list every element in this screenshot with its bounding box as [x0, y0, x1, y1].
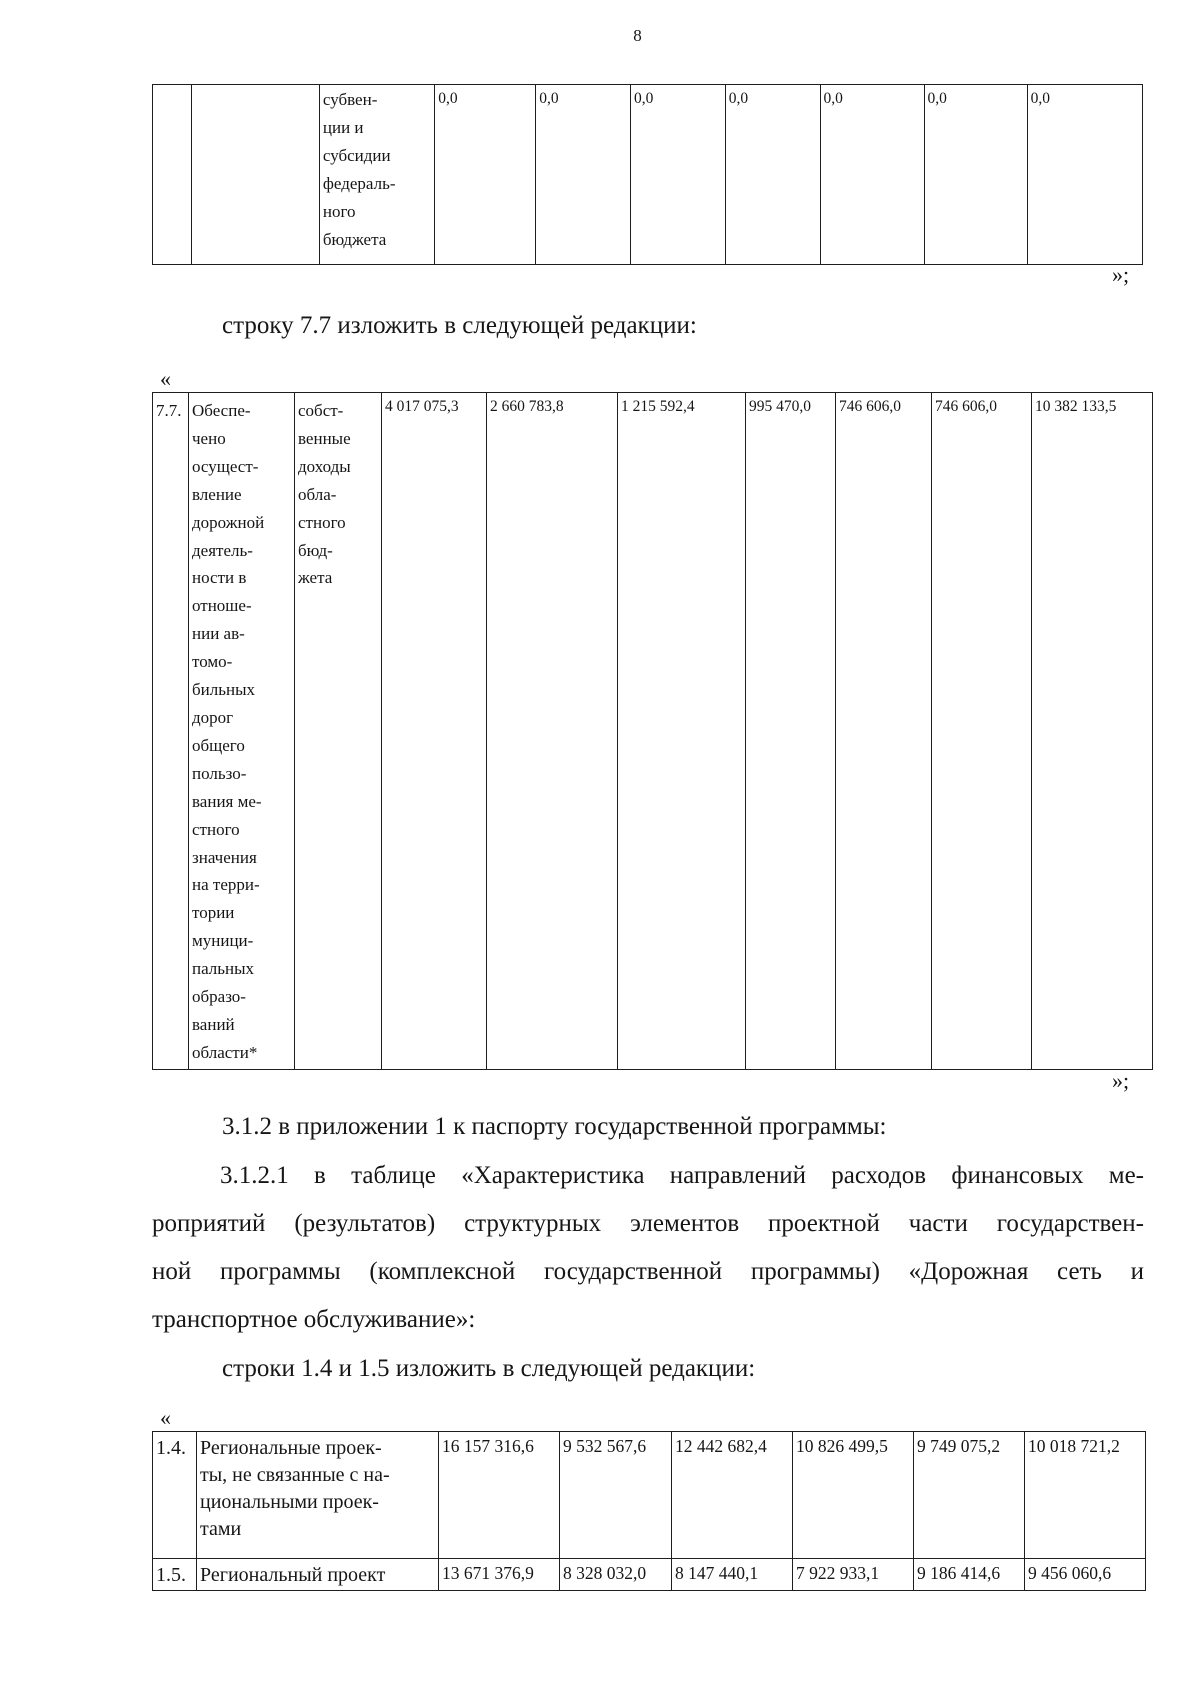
name-line: дорожной: [192, 512, 265, 532]
row-name-cell: [197, 1432, 439, 1559]
row-name-cell: [197, 1559, 439, 1591]
table-row: [153, 393, 1153, 1070]
table-row: [153, 1432, 1146, 1559]
value-cell: 7 922 933,1: [793, 1559, 914, 1591]
paragraph-line: 3.1.2.1 в таблице «Характеристика направлений расходов финансовых ме-: [220, 1162, 1144, 1189]
name-line: Обеспе-: [192, 401, 251, 420]
paragraph-3-1-2-1: [152, 1152, 1144, 1344]
paragraph-3-1-2: 3.1.2 в приложении 1 к паспорту государственной программы:: [222, 1113, 887, 1140]
value-cell: 12 442 682,4: [672, 1432, 793, 1559]
row-name-cell: [189, 393, 295, 1070]
paragraph-row-7-7: строку 7.7 изложить в следующей редакции:: [222, 312, 697, 339]
source-line: доходы: [298, 456, 351, 476]
value-cell: 746 606,0: [932, 393, 1032, 1070]
name-line: вания ме-: [192, 791, 262, 811]
name-line: стного: [192, 819, 240, 839]
value-cell: 746 606,0: [836, 393, 932, 1070]
paragraph-line: ной программы (комплексной государственной программы) «Дорожная сеть и: [152, 1258, 1144, 1285]
name-line: значения: [192, 847, 257, 867]
name-line: муници-: [192, 931, 254, 951]
opening-quote: «: [160, 366, 171, 391]
name-line: отноше-: [192, 596, 252, 616]
value-cell: 16 157 316,6: [439, 1432, 560, 1559]
name-line: на терри-: [192, 875, 260, 895]
value-cell: 10 382 133,5: [1032, 393, 1153, 1070]
value-cell: 9 749 075,2: [914, 1432, 1025, 1559]
value-cell: 0,0: [1027, 85, 1142, 265]
closing-quote: »;: [1112, 1068, 1130, 1093]
name-line: нии ав-: [192, 624, 245, 644]
name-line: тами: [200, 1518, 242, 1540]
name-line: пользо-: [192, 763, 247, 783]
source-line: федераль-: [322, 174, 396, 193]
source-line: собст-: [298, 401, 344, 420]
name-line: ваний: [192, 1014, 235, 1034]
table-row: [153, 1559, 1146, 1591]
name-line: Региональный проект: [200, 1564, 386, 1586]
value-cell: 1 215 592,4: [618, 393, 746, 1070]
source-line: субвен-: [322, 90, 378, 109]
value-cell: 9 532 567,6: [560, 1432, 672, 1559]
value-cell: 2 660 783,8: [487, 393, 618, 1070]
page-number: 8: [633, 26, 642, 45]
paragraph-rows-1-4-1-5: строки 1.4 и 1.5 изложить в следующей редакции:: [222, 1355, 756, 1382]
value-cell: 0,0: [630, 85, 725, 265]
value-cell: 10 018 721,2: [1025, 1432, 1146, 1559]
value-cell: 0,0: [820, 85, 924, 265]
source-line: бюджета: [322, 230, 387, 249]
name-line: тории: [192, 903, 235, 923]
value-cell: 13 671 376,9: [439, 1559, 560, 1591]
name-line: деятель-: [192, 540, 253, 560]
name-line: чено: [192, 428, 226, 448]
name-line: Региональные проек-: [200, 1437, 382, 1459]
table-rows-1-4-1-5: [152, 1431, 1146, 1591]
source-line: обла-: [298, 484, 337, 504]
name-line: осущест-: [192, 456, 259, 476]
source-line: стного: [298, 512, 346, 532]
table-row: [153, 85, 1143, 265]
value-cell: 9 186 414,6: [914, 1559, 1025, 1591]
row-number-cell: [153, 85, 192, 265]
source-cell: [319, 85, 434, 265]
table-subventions: [152, 84, 1143, 265]
source-cell: [295, 393, 382, 1070]
row-name-cell: [192, 85, 320, 265]
paragraph-line: транспортное обслуживание»:: [152, 1306, 476, 1333]
name-line: бильных: [192, 680, 256, 700]
name-line: циональными проек-: [200, 1491, 379, 1513]
row-number-cell: 7.7.: [153, 393, 189, 1070]
value-cell: 8 328 032,0: [560, 1559, 672, 1591]
name-line: образо-: [192, 987, 246, 1007]
source-line: венные: [298, 428, 351, 448]
value-cell: 8 147 440,1: [672, 1559, 793, 1591]
value-cell: 4 017 075,3: [382, 393, 487, 1070]
source-line: ции и: [322, 118, 364, 137]
value-cell: 0,0: [435, 85, 536, 265]
value-cell: 10 826 499,5: [793, 1432, 914, 1559]
row-number-cell: 1.4.: [153, 1432, 197, 1559]
name-line: пальных: [192, 959, 255, 979]
source-line: субсидии: [322, 146, 391, 165]
source-line: бюд-: [298, 540, 333, 560]
name-line: томо-: [192, 652, 233, 672]
name-line: области*: [192, 1042, 258, 1062]
value-cell: 0,0: [924, 85, 1027, 265]
source-line: ного: [322, 202, 356, 221]
opening-quote: «: [160, 1405, 171, 1430]
value-cell: 995 470,0: [746, 393, 836, 1070]
name-line: общего: [192, 735, 245, 755]
value-cell: 0,0: [725, 85, 820, 265]
closing-quote: »;: [1112, 262, 1130, 287]
value-cell: 9 456 060,6: [1025, 1559, 1146, 1591]
paragraph-line: роприятий (результатов) структурных элементов проектной части государствен-: [152, 1210, 1144, 1237]
row-number-cell: 1.5.: [153, 1559, 197, 1591]
table-row-7-7: [152, 392, 1153, 1070]
value-cell: 0,0: [536, 85, 631, 265]
name-line: вление: [192, 484, 242, 504]
name-line: ности в: [192, 568, 247, 588]
source-line: жета: [298, 568, 333, 588]
name-line: ты, не связанные с на-: [200, 1464, 390, 1486]
name-line: дорог: [192, 707, 234, 727]
